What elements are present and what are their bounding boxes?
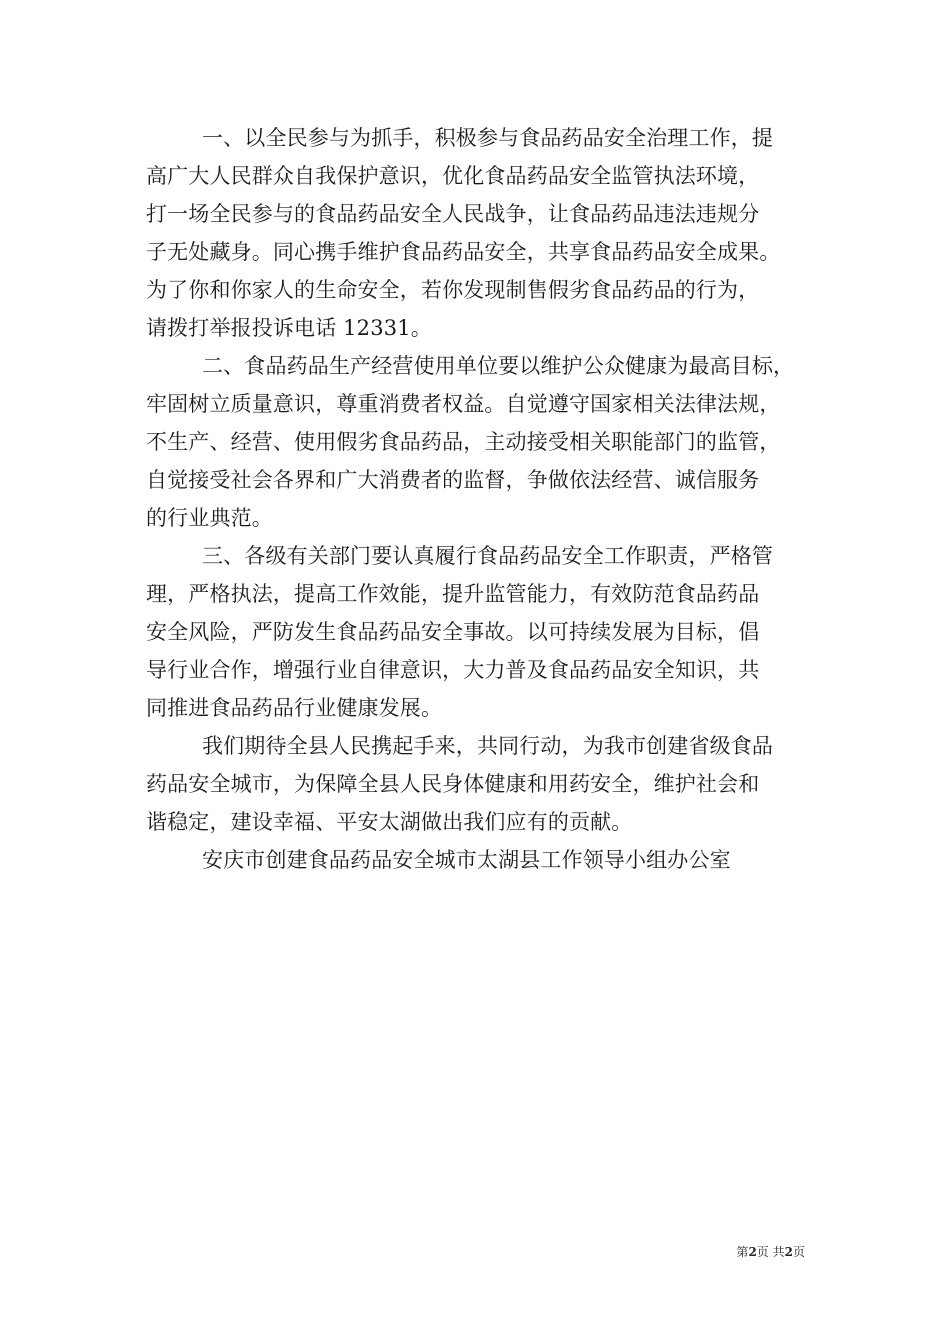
- text-line: 我们期待全县人民携起手来，共同行动，为我市创建省级食品: [202, 734, 774, 758]
- text-line: 的行业典范。: [146, 506, 273, 530]
- paragraph-3: [146, 537, 822, 727]
- paragraph-1: [146, 119, 822, 347]
- footer-prefix: 第: [736, 1245, 749, 1259]
- total-page-number: 2: [784, 1245, 793, 1259]
- text-line: 自觉接受社会各界和广大消费者的监督，争做依法经营、诚信服务: [146, 468, 760, 492]
- text-line: 三、各级有关部门要认真履行食品药品安全工作职责，严格管: [202, 544, 774, 568]
- text-line: 理，严格执法，提高工作效能，提升监管能力，有效防范食品药品: [146, 582, 760, 606]
- text-line: 为了你和你家人的生命安全，若你发现制售假劣食品药品的行为，: [146, 278, 760, 302]
- paragraph-4: [146, 727, 822, 841]
- paragraph-2: [146, 347, 822, 537]
- footer-middle: 页 共: [756, 1245, 785, 1259]
- text-line: 一、以全民参与为抓手，积极参与食品药品安全治理工作，提: [202, 126, 774, 150]
- text-line: 高广大人民群众自我保护意识，优化食品药品安全监管执法环境，: [146, 164, 760, 188]
- text-line: 同推进食品药品行业健康发展。: [146, 696, 443, 720]
- signature: 安庆市创建食品药品安全城市太湖县工作领导小组办公室: [202, 848, 731, 872]
- text-line: 导行业合作，增强行业自律意识，大力普及食品药品安全知识，共: [146, 658, 760, 682]
- text-line: 请拨打举报投诉电话 12331。: [146, 316, 432, 340]
- text-line: 药品安全城市，为保障全县人民身体健康和用药安全，维护社会和: [146, 772, 760, 796]
- text-line: 打一场全民参与的食品药品安全人民战争，让食品药品违法违规分: [146, 202, 760, 226]
- current-page-number: 2: [748, 1245, 757, 1259]
- footer-suffix: 页: [792, 1245, 805, 1259]
- document-body: [146, 119, 822, 879]
- text-line: 不生产、经营、使用假劣食品药品，主动接受相关职能部门的监管，: [146, 430, 781, 454]
- text-line: 子无处藏身。同心携手维护食品药品安全，共享食品药品安全成果。: [146, 240, 781, 264]
- text-line: 安全风险，严防发生食品药品安全事故。以可持续发展为目标，倡: [146, 620, 760, 644]
- text-line: 牢固树立质量意识，尊重消费者权益。自觉遵守国家相关法律法规，: [146, 392, 781, 416]
- text-line: 谐稳定，建设幸福、平安太湖做出我们应有的贡献。: [146, 810, 633, 834]
- page-number-footer: [0, 1244, 805, 1260]
- text-line: 二、食品药品生产经营使用单位要以维护公众健康为最高目标，: [202, 354, 795, 378]
